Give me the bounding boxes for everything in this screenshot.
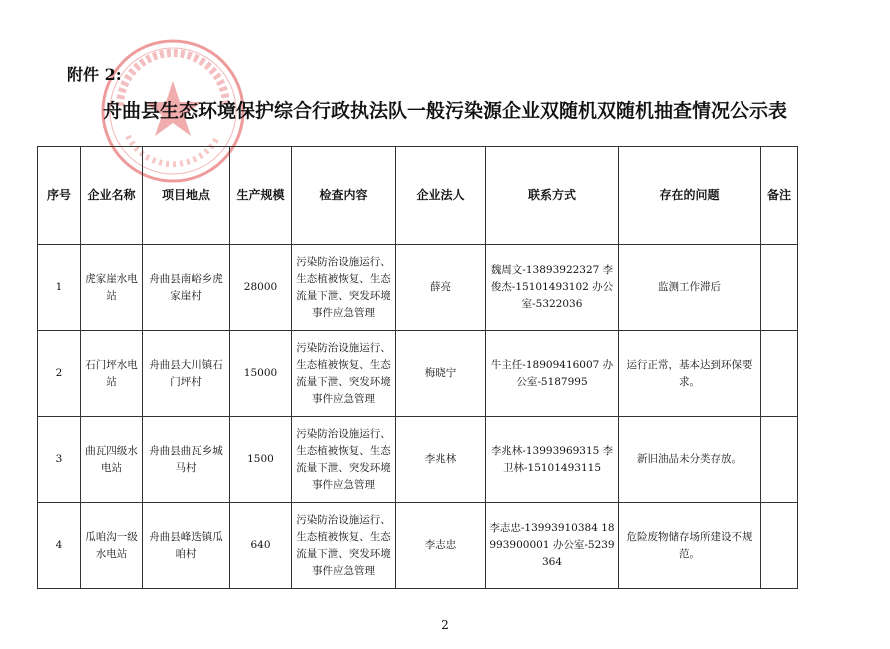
cell-scale: 640 bbox=[230, 503, 292, 589]
col-header-legal-person: 企业法人 bbox=[396, 147, 486, 245]
page-number: 2 bbox=[441, 618, 449, 632]
cell-location: 舟曲县曲瓦乡城马村 bbox=[143, 417, 230, 503]
table-header-row bbox=[38, 147, 798, 245]
cell-company: 石门坪水电站 bbox=[81, 331, 143, 417]
table-row bbox=[38, 331, 798, 417]
cell-content: 污染防治设施运行、生态植被恢复、生态流量下泄、突发环境事件应急管理 bbox=[292, 331, 396, 417]
cell-no: 4 bbox=[38, 503, 81, 589]
table-row bbox=[38, 503, 798, 589]
cell-contact: 牛主任-18909416007 办公室-5187995 bbox=[486, 331, 619, 417]
cell-issues: 监测工作滞后 bbox=[619, 245, 761, 331]
cell-content: 污染防治设施运行、生态植被恢复、生态流量下泄、突发环境事件应急管理 bbox=[292, 417, 396, 503]
inspection-table bbox=[37, 146, 798, 589]
cell-content: 污染防治设施运行、生态植被恢复、生态流量下泄、突发环境事件应急管理 bbox=[292, 245, 396, 331]
col-header-issues: 存在的问题 bbox=[619, 147, 761, 245]
cell-contact: 李兆林-13993969315 李卫林-15101493115 bbox=[486, 417, 619, 503]
cell-location: 舟曲县峰迭镇瓜咱村 bbox=[143, 503, 230, 589]
cell-scale: 1500 bbox=[230, 417, 292, 503]
cell-remark bbox=[761, 245, 798, 331]
cell-scale: 15000 bbox=[230, 331, 292, 417]
col-header-company: 企业名称 bbox=[81, 147, 143, 245]
table-row bbox=[38, 417, 798, 503]
cell-issues: 危险废物储存场所建设不规范。 bbox=[619, 503, 761, 589]
col-header-remark: 备注 bbox=[761, 147, 798, 245]
cell-remark bbox=[761, 331, 798, 417]
cell-no: 1 bbox=[38, 245, 81, 331]
cell-company: 曲瓦四级水电站 bbox=[81, 417, 143, 503]
cell-no: 3 bbox=[38, 417, 81, 503]
cell-remark bbox=[761, 417, 798, 503]
cell-issues: 新旧油品未分类存放。 bbox=[619, 417, 761, 503]
cell-legal-person: 薛亮 bbox=[396, 245, 486, 331]
col-header-location: 项目地点 bbox=[143, 147, 230, 245]
cell-location: 舟曲县南峪乡虎家崖村 bbox=[143, 245, 230, 331]
cell-remark bbox=[761, 503, 798, 589]
col-header-scale: 生产规模 bbox=[230, 147, 292, 245]
cell-location: 舟曲县大川镇石门坪村 bbox=[143, 331, 230, 417]
table-row bbox=[38, 245, 798, 331]
cell-legal-person: 李兆林 bbox=[396, 417, 486, 503]
cell-scale: 28000 bbox=[230, 245, 292, 331]
cell-company: 瓜咱沟一级水电站 bbox=[81, 503, 143, 589]
cell-contact: 魏周文-13893922327 李俊杰-15101493102 办公室-5322036 bbox=[486, 245, 619, 331]
page-title: 舟曲县生态环境保护综合行政执法队一般污染源企业双随机双随机抽查情况公示表 bbox=[102, 100, 787, 122]
cell-issues: 运行正常，基本达到环保要求。 bbox=[619, 331, 761, 417]
col-header-no: 序号 bbox=[38, 147, 81, 245]
cell-company: 虎家崖水电站 bbox=[81, 245, 143, 331]
cell-legal-person: 李志忠 bbox=[396, 503, 486, 589]
col-header-contact: 联系方式 bbox=[486, 147, 619, 245]
col-header-content: 检查内容 bbox=[292, 147, 396, 245]
cell-legal-person: 梅晓宁 bbox=[396, 331, 486, 417]
cell-no: 2 bbox=[38, 331, 81, 417]
attachment-label: 附件 2: bbox=[67, 65, 122, 84]
cell-contact: 李志忠-13993910384 18993900001 办公室-5239364 bbox=[486, 503, 619, 589]
cell-content: 污染防治设施运行、生态植被恢复、生态流量下泄、突发环境事件应急管理 bbox=[292, 503, 396, 589]
